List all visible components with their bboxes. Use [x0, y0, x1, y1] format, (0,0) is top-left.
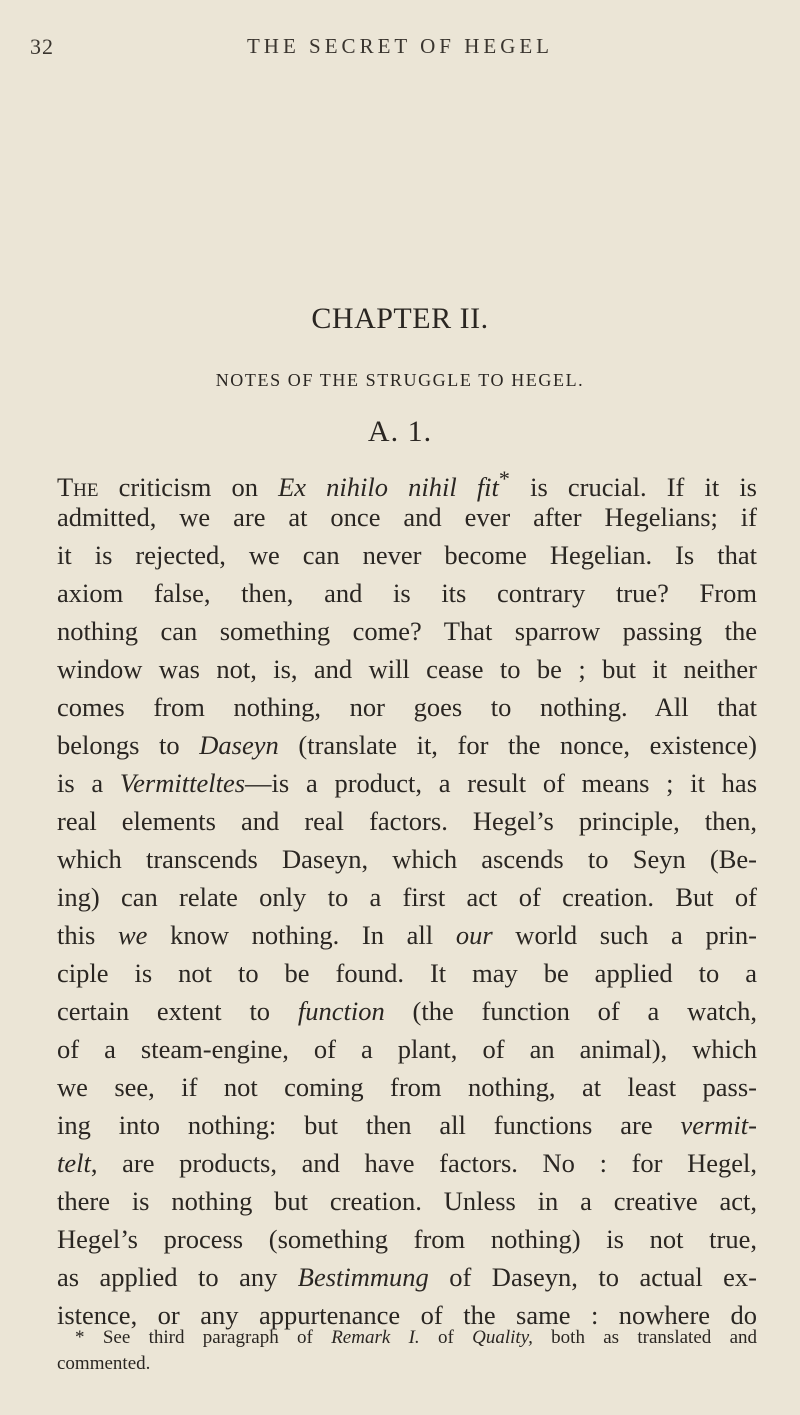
text-run: (translate it, for the nonce, existence)	[278, 730, 757, 760]
text-run: —is a product, a result of means ; it has	[245, 768, 758, 798]
text-run: as applied to any	[57, 1262, 298, 1292]
text-run: is crucial. If it is	[509, 471, 757, 502]
text-line-3: it is rejected, we can never become Hegelian. Is that	[57, 540, 757, 570]
text-line-17: we see, if not coming from nothing, at least pass-	[57, 1072, 757, 1102]
opening-word: The	[57, 471, 99, 502]
italic-term: Bestimmung	[297, 1262, 429, 1292]
text-line-10: real elements and real factors. Hegel’s principle, then,	[57, 806, 757, 836]
latin-phrase: Ex nihilo nihil fit	[278, 471, 499, 502]
text-run: ing into nothing: but then all functions are	[57, 1110, 681, 1140]
text-run: know nothing. In all	[147, 920, 456, 950]
text-line-20: there is nothing but creation. Unless in a creative act,	[57, 1186, 757, 1216]
text-line-9	[57, 764, 757, 802]
text-run: both as translated and	[532, 1327, 758, 1348]
text-line-16: of a steam-engine, of a plant, of an animal), which	[57, 1034, 757, 1064]
italic-term: function	[297, 996, 385, 1026]
page-number: 32	[30, 34, 54, 59]
text-run: this	[57, 920, 118, 950]
italic-term: vermit-	[680, 1110, 757, 1140]
text-line-7: comes from nothing, nor goes to nothing. All that	[57, 692, 757, 722]
section-label: A. 1.	[367, 415, 433, 448]
text-run: (the function of a watch,	[384, 996, 758, 1026]
chapter-title: CHAPTER II.	[311, 302, 489, 335]
text-run: , are products, and have factors. No : for Hegel,	[90, 1148, 757, 1178]
text-line-21: Hegel’s process (something from nothing) is not true,	[57, 1224, 757, 1254]
italic-term: Vermitteltes	[119, 768, 246, 798]
italic-term: we	[117, 920, 148, 950]
text-line-4: axiom false, then, and is its contrary true? From	[57, 578, 757, 608]
running-title: THE SECRET OF HEGEL	[246, 34, 554, 58]
text-run: world such a prin-	[492, 920, 757, 950]
text-line-15	[57, 992, 757, 1030]
text-run: is a	[57, 768, 120, 798]
italic-term: telt	[57, 1148, 91, 1178]
text-run: belongs to	[57, 730, 200, 760]
body-text	[57, 460, 757, 1334]
italic-term: Remark I.	[331, 1327, 420, 1348]
text-line-23: istence, or any appurtenance of the same : nowhere do	[57, 1300, 757, 1330]
footnote-marker: *	[498, 466, 510, 491]
text-line-11: which transcends Daseyn, which ascends to Seyn (Be-	[57, 844, 757, 874]
text-line-14: ciple is not to be found. It may be applied to a	[57, 958, 757, 988]
italic-term: Daseyn	[199, 730, 279, 760]
text-line-5: nothing can something come? That sparrow passing the	[57, 616, 757, 646]
text-run: of Daseyn, to actual ex-	[428, 1262, 757, 1292]
text-line-19	[57, 1144, 757, 1182]
footnote-line-2: commented.	[57, 1353, 151, 1374]
text-run: criticism on	[98, 471, 279, 502]
text-run: * See third paragraph of	[75, 1327, 332, 1348]
text-line-1	[57, 460, 757, 502]
italic-term: our	[455, 920, 493, 950]
text-line-22	[57, 1258, 757, 1296]
text-line-6: window was not, is, and will cease to be ; but it neither	[57, 654, 757, 684]
text-line-12: ing) can relate only to a first act of creation. But of	[57, 882, 757, 912]
text-line-13	[57, 916, 757, 954]
text-run: of	[419, 1327, 473, 1348]
text-line-18	[57, 1106, 757, 1144]
text-run: certain extent to	[57, 996, 298, 1026]
italic-term: Quality,	[472, 1327, 533, 1348]
chapter-subtitle: NOTES OF THE STRUGGLE TO HEGEL.	[215, 370, 585, 390]
footnote-line-1	[57, 1325, 757, 1351]
footnote	[57, 1325, 757, 1377]
text-line-8	[57, 726, 757, 764]
text-line-2: admitted, we are at once and ever after Hegelians; if	[57, 502, 757, 532]
running-head	[30, 34, 770, 64]
